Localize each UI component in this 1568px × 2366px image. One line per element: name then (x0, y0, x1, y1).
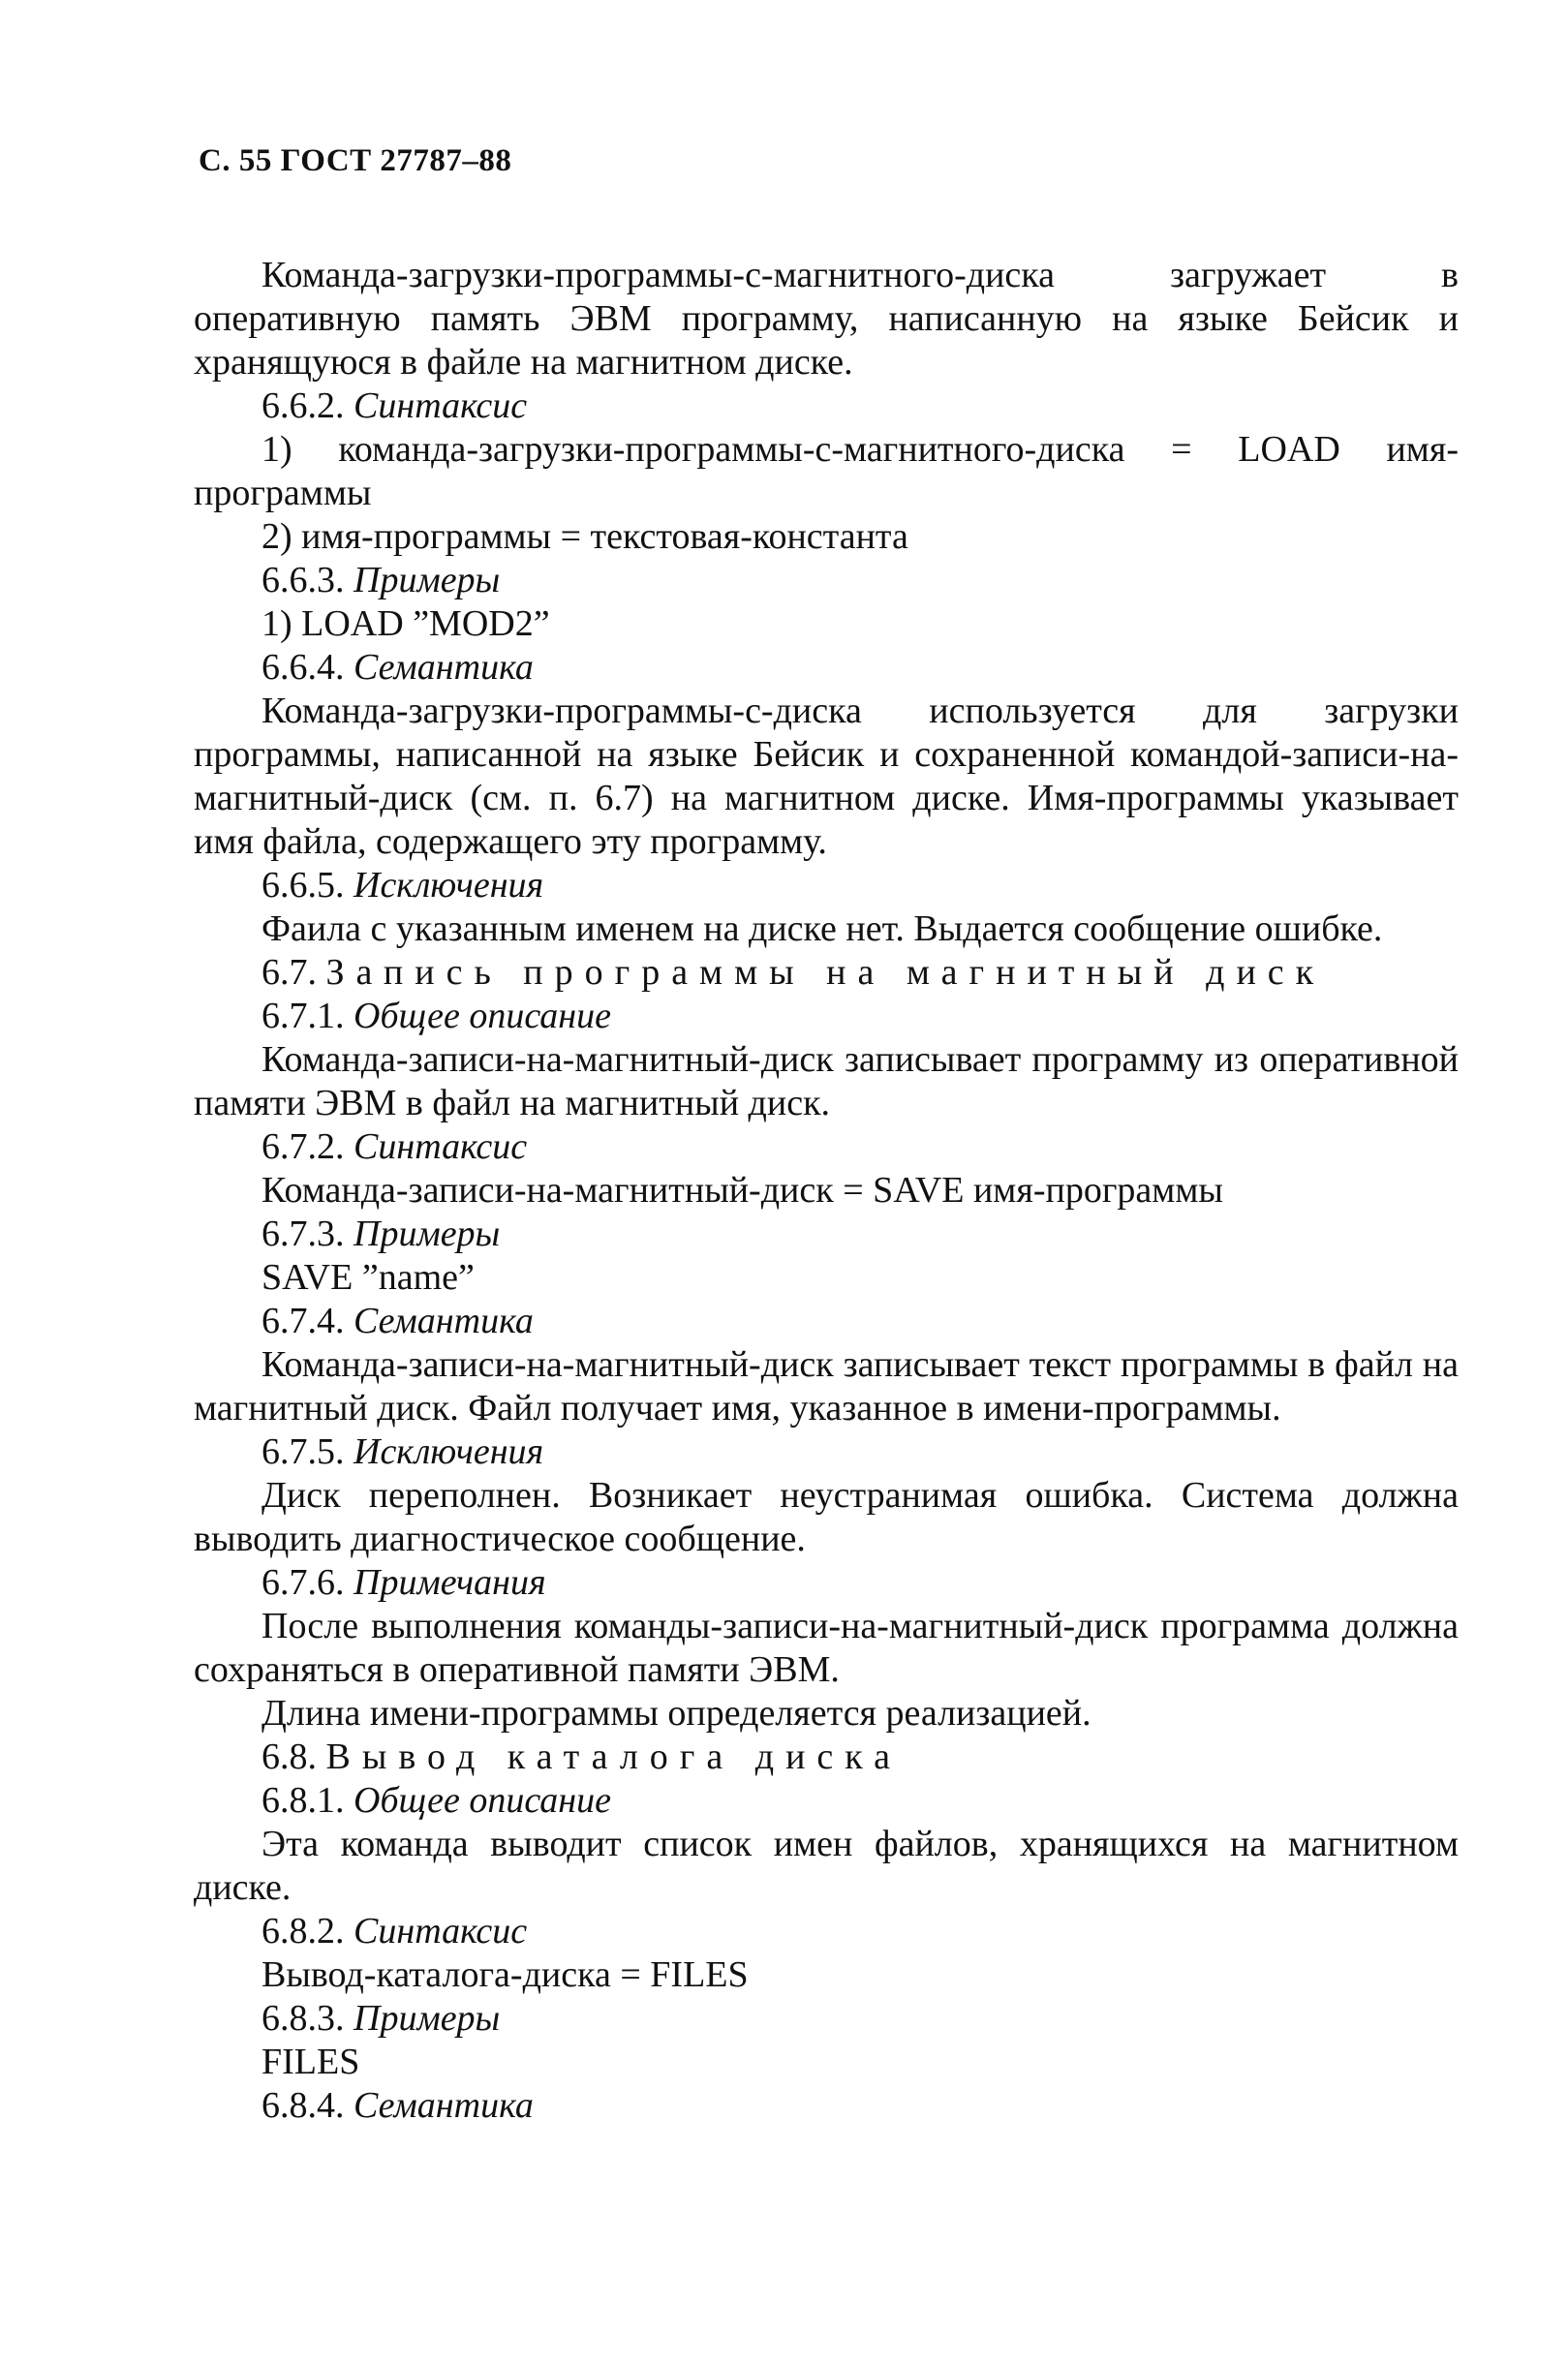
section-title: Исключения (354, 865, 544, 906)
running-header: С. 55 ГОСТ 27787–88 (199, 143, 512, 178)
paragraph: 1) команда-загрузки-программы-с-магнитного-диска = LOAD имя-программы (194, 429, 1459, 513)
document-body (194, 254, 1459, 2128)
subsection-heading (194, 2084, 1459, 2128)
section-number: 6.7.3. (261, 1214, 345, 1254)
paragraph: Эта команда выводит список имен файлов, хранящихся на магнитном диске. (194, 1824, 1459, 1908)
section-title: Вывод каталога диска (325, 1736, 903, 1777)
subsection-heading (194, 1300, 1459, 1343)
paragraph: Длина имени-программы определяется реализацией. (261, 1693, 1091, 1734)
section-number: 6.7.4. (261, 1301, 345, 1341)
paragraph: После выполнения команды-записи-на-магнитный-диск программа должна сохраняться в оперативной памяти ЭВМ. (194, 1606, 1459, 1690)
subsection-heading (194, 1997, 1459, 2041)
section-number: 6.8.4. (261, 2085, 345, 2126)
section-number: 6.6.3. (261, 560, 345, 600)
section-heading (194, 951, 1459, 995)
section-number: 6.6.2. (261, 385, 345, 426)
paragraph: Команда-загрузки-программы-с-диска используется для загрузки программы, написанной на языке Бейсик и сохраненной командой-записи-на-магнитный-диск (см. п. 6.7) на магнитном диске. Имя-программы указывает имя файла, содержащего эту программу. (194, 691, 1459, 862)
paragraph: Вывод-каталога-диска = FILES (261, 1954, 749, 1995)
section-number: 6.7.6. (261, 1562, 345, 1603)
section-title: Семантика (354, 647, 534, 688)
paragraph: Команда-загрузки-программы-с-магнитного-диска загружает в оперативную память ЭВМ программу, написанную на языке Бейсик и хранящуюся в файле на магнитном диске. (194, 255, 1459, 383)
subsection-heading (194, 995, 1459, 1038)
section-title: Примечания (354, 1562, 546, 1603)
section-title: Синтаксис (354, 1911, 528, 1951)
paragraph: 1) LOAD ”MOD2” (261, 603, 550, 644)
paragraph: Команда-записи-на-магнитный-диск записывает программу из оперативной памяти ЭВМ в файл на магнитный диск. (194, 1039, 1459, 1123)
section-title: Синтаксис (354, 1126, 528, 1167)
section-title: Семантика (354, 2085, 534, 2126)
subsection-heading (194, 864, 1459, 907)
paragraph: Команда-записи-на-магнитный-диск = SAVE имя-программы (261, 1170, 1223, 1211)
section-title: Исключения (354, 1431, 544, 1472)
subsection-heading (194, 1561, 1459, 1605)
section-title: Примеры (354, 1214, 501, 1254)
section-number: 6.8.3. (261, 1998, 345, 2039)
section-number: 6.6.5. (261, 865, 345, 906)
subsection-heading (194, 1779, 1459, 1823)
section-title: Общее описание (354, 996, 612, 1036)
section-number: 6.7.5. (261, 1431, 345, 1472)
paragraph: Диск переполнен. Возникает неустранимая ошибка. Система должна выводить диагностическое сообщение. (194, 1475, 1459, 1559)
paragraph: SAVE ”name” (261, 1257, 475, 1298)
subsection-heading (194, 1213, 1459, 1256)
section-number: 6.7.2. (261, 1126, 345, 1167)
subsection-heading (194, 1125, 1459, 1169)
section-title: Примеры (354, 560, 501, 600)
paragraph: FILES (261, 2042, 360, 2082)
section-number: 6.8.1. (261, 1780, 345, 1821)
paragraph: Команда-записи-на-магнитный-диск записывает текст программы в файл на магнитный диск. Файл получает имя, указанное в имени-программы. (194, 1344, 1459, 1429)
subsection-heading (194, 384, 1459, 428)
subsection-heading (194, 1910, 1459, 1953)
section-title: Запись программы на магнитный диск (325, 952, 1326, 993)
section-title: Общее описание (354, 1780, 612, 1821)
subsection-heading (194, 646, 1459, 690)
subsection-heading (194, 1430, 1459, 1474)
paragraph: 2) имя-программы = текстовая-константа (261, 516, 908, 557)
section-heading (194, 1736, 1459, 1779)
section-title: Семантика (354, 1301, 534, 1341)
section-number: 6.8. (261, 1736, 317, 1777)
section-title: Примеры (354, 1998, 501, 2039)
subsection-heading (194, 559, 1459, 602)
section-title: Синтаксис (354, 385, 528, 426)
section-number: 6.6.4. (261, 647, 345, 688)
section-number: 6.7.1. (261, 996, 345, 1036)
paragraph: Фаила с указанным именем на диске нет. Выдается сообщение ошибке. (261, 908, 1383, 949)
section-number: 6.8.2. (261, 1911, 345, 1951)
section-number: 6.7. (261, 952, 317, 993)
